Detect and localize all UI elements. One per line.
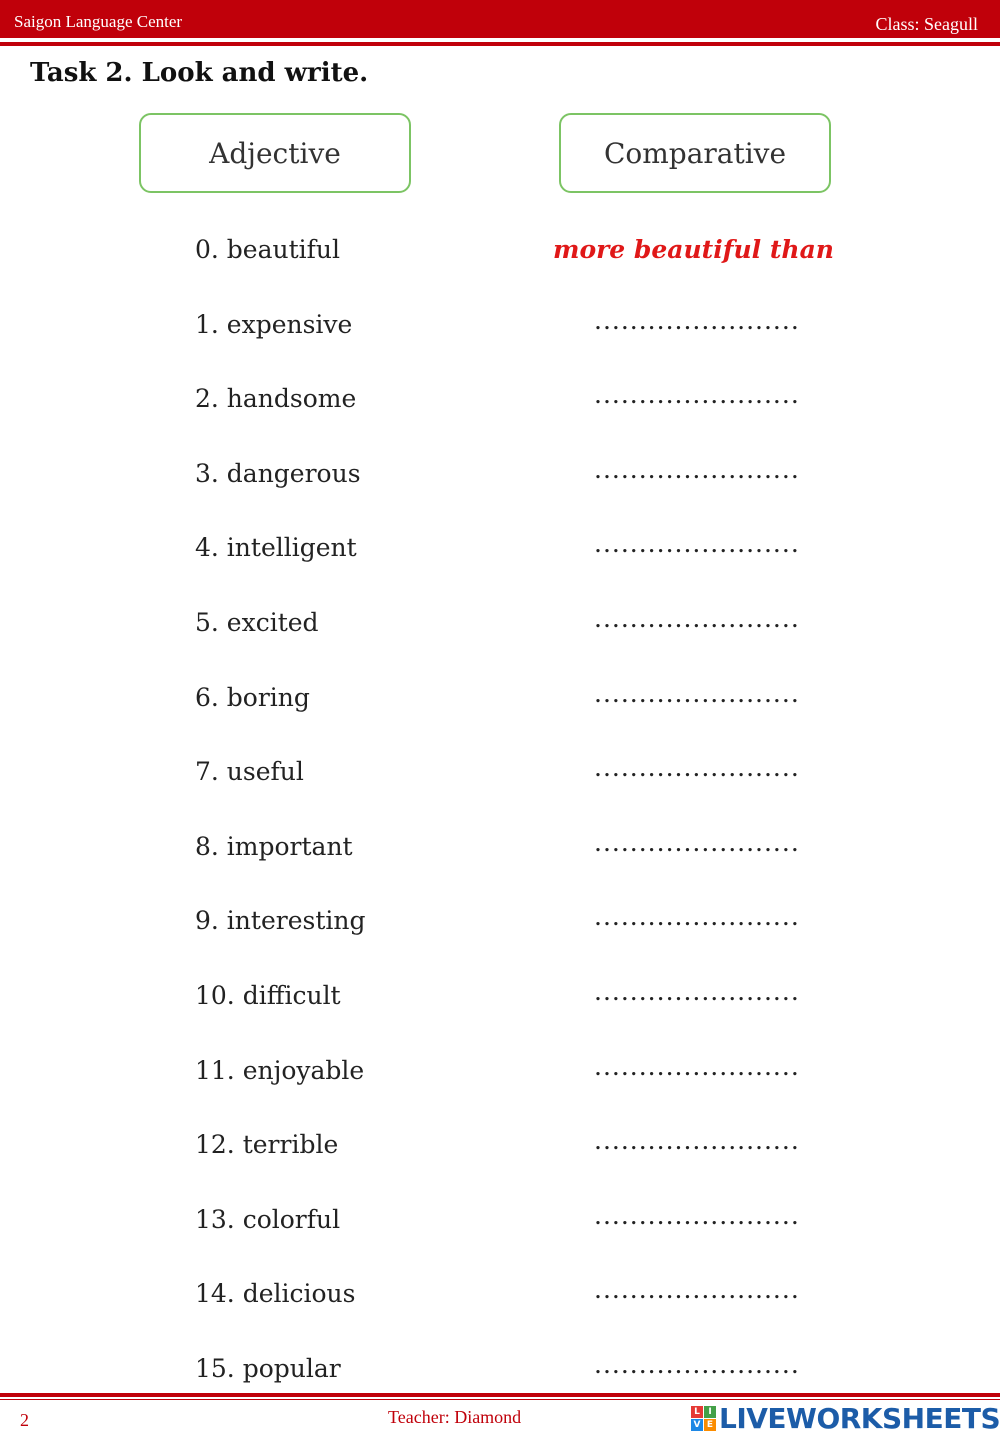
header-bar: [0, 0, 1000, 38]
answer-blank[interactable]: .......................: [594, 753, 800, 783]
exercise-row: [0, 439, 1000, 513]
answer-blank[interactable]: .......................: [594, 305, 800, 335]
header-divider: [0, 42, 1000, 46]
answer-blank[interactable]: .......................: [594, 678, 800, 708]
adjective-label: 12. terrible: [195, 1130, 339, 1160]
footer-divider: [0, 1393, 1000, 1397]
answer-blank[interactable]: .......................: [594, 1200, 800, 1230]
adjective-column-header: Adjective: [139, 113, 411, 193]
exercise-row: [0, 588, 1000, 662]
adjective-label: 11. enjoyable: [195, 1055, 365, 1085]
answer-blank[interactable]: .......................: [594, 1350, 800, 1379]
task-title: Task 2. Look and write.: [30, 58, 369, 88]
adjective-label: 4. intelligent: [195, 533, 357, 563]
liveworksheets-logo-icon: [691, 1406, 716, 1431]
exercise-row: [0, 1259, 1000, 1333]
logo-letter: V: [691, 1419, 703, 1431]
exercise-row: [0, 513, 1000, 587]
adjective-label: 3. dangerous: [195, 458, 361, 488]
answer-blank[interactable]: .......................: [594, 827, 800, 857]
exercise-row: [0, 1036, 1000, 1110]
adjective-label: 10. difficult: [195, 981, 341, 1010]
adjective-label: 8. important: [195, 831, 353, 861]
adjective-label: 6. boring: [195, 682, 310, 712]
exercise-row: [0, 886, 1000, 960]
exercise-row: [0, 812, 1000, 886]
adjective-label: 7. useful: [195, 757, 304, 787]
exercise-row: [0, 1185, 1000, 1259]
exercise-row: [0, 961, 1000, 1035]
adjective-label: 15. popular: [195, 1354, 341, 1383]
exercise-row: [0, 364, 1000, 438]
adjective-label: 9. interesting: [195, 906, 366, 936]
example-answer: more beautiful than: [553, 235, 834, 264]
answer-blank[interactable]: .......................: [594, 529, 800, 559]
logo-letter: L: [691, 1406, 703, 1418]
exercise-row: [0, 663, 1000, 737]
answer-blank[interactable]: .......................: [594, 902, 800, 932]
answer-blank[interactable]: .......................: [594, 1275, 800, 1305]
adjective-label: 5. excited: [195, 608, 319, 637]
adjective-label: 1. expensive: [195, 309, 353, 339]
answer-blank[interactable]: .......................: [594, 1126, 800, 1156]
comparative-column-header: Comparative: [559, 113, 831, 193]
answer-blank[interactable]: .......................: [594, 454, 800, 484]
exercise-row: [0, 737, 1000, 811]
exercise-row: [0, 1110, 1000, 1184]
page-number: 2: [20, 1410, 29, 1430]
answer-blank[interactable]: .......................: [594, 604, 800, 633]
teacher-label: Teacher: Diamond: [388, 1407, 522, 1427]
footer-divider-thin: [0, 1399, 1000, 1400]
adjective-label: 13. colorful: [195, 1204, 341, 1234]
logo-letter: E: [704, 1419, 716, 1431]
class-label: Class: Seagull: [875, 14, 978, 34]
exercise-row: [0, 290, 1000, 364]
answer-blank[interactable]: .......................: [594, 977, 800, 1006]
adjective-label: 2. handsome: [195, 384, 357, 414]
answer-blank[interactable]: .......................: [594, 380, 800, 410]
logo-letter: I: [704, 1406, 716, 1418]
liveworksheets-brand[interactable]: [691, 1402, 1000, 1435]
answer-blank[interactable]: .......................: [594, 1051, 800, 1081]
brand-name: LIVEWORKSHEETS: [719, 1402, 1000, 1435]
school-name: Saigon Language Center: [14, 12, 183, 31]
example-row: [0, 215, 1000, 289]
example-adjective: 0. beautiful: [195, 235, 340, 264]
adjective-label: 14. delicious: [195, 1279, 356, 1309]
